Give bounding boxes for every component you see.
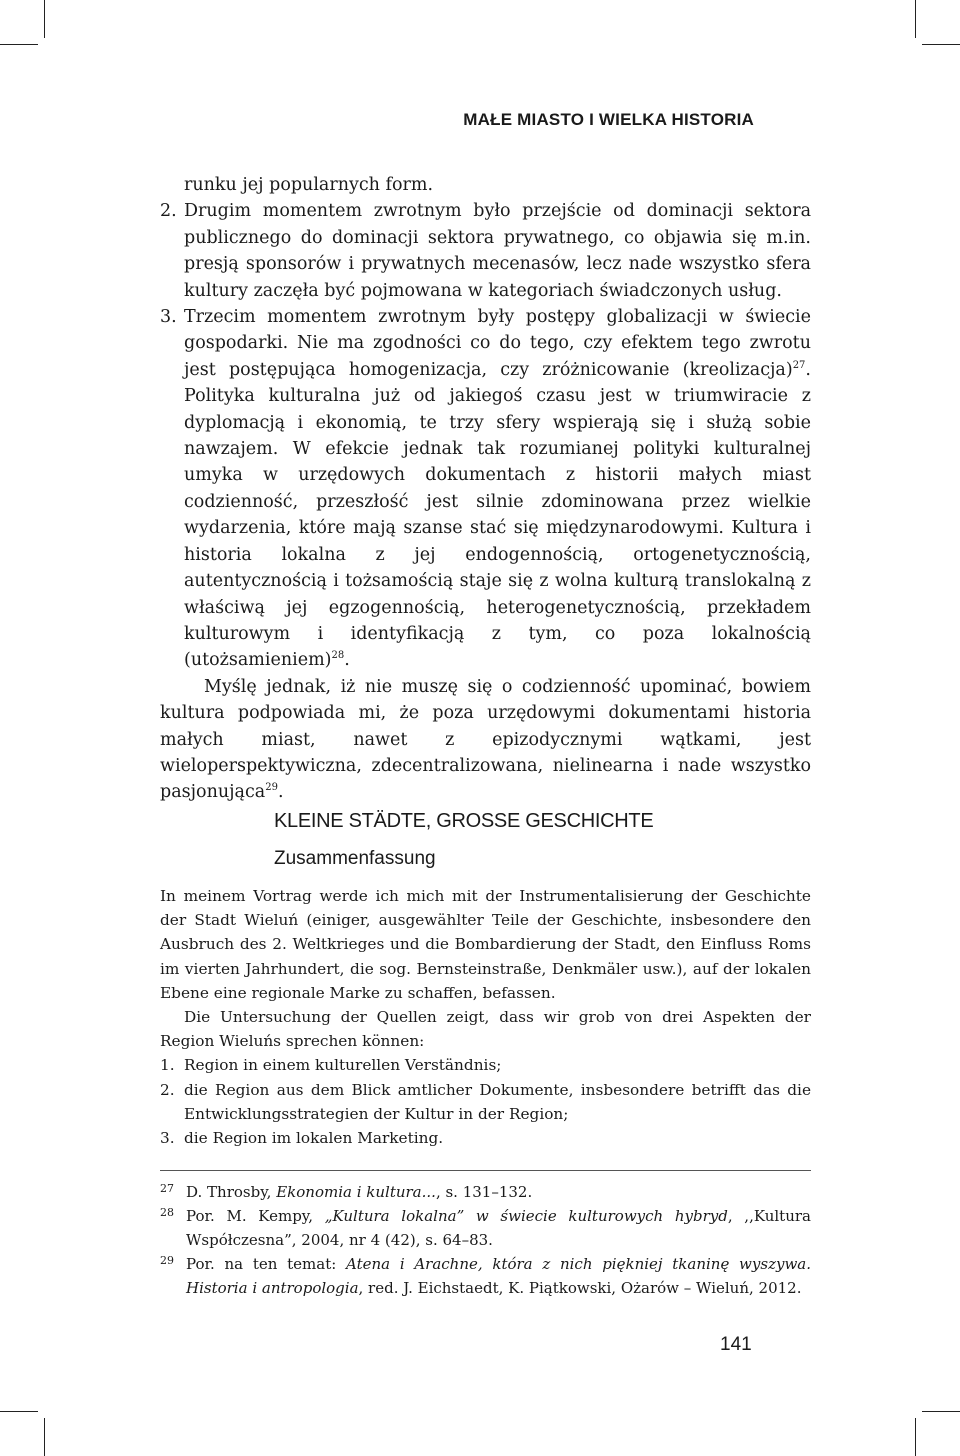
crop-mark: [922, 44, 960, 45]
crop-mark: [44, 1418, 45, 1456]
list-item: [160, 1078, 811, 1126]
paragraph: Myślę jednak, iż nie muszę się o codzienność upominać, bowiem kultura podpowiada mi, że poza urzędowymi dokumentami historia małych miast, nawet z epizodycznymi wątkami, jest wieloperspektywiczna, zdecentralizowana, nielinearna i nade wszystko pasjonująca$^{29}$.: [160, 676, 811, 803]
item-number: 2.: [160, 201, 177, 222]
item-text: die Region aus dem Blick amtlicher Dokumente, insbesondere betrifft das die Entwicklungsstrategien der Kultur in der Region;: [184, 1080, 811, 1123]
summary-subtitle: Zusammenfassung: [274, 848, 436, 869]
list-item: [160, 1126, 811, 1150]
summary-paragraph: In meinem Vortrag werde ich mich mit der Instrumentalisierung der Geschichte der Stadt Wieluń (einiger, ausgewählter Teile der Geschichte, insbesondere den Ausbruch des 2. Weltkrieges und die Bombardierung der Stadt, den Einfluss Roms im vierten Jahrhundert, die sog. Bernsteinstraße, Denkmäler usw.), auf der lokalen Ebene eine regionale Marke zu schaffen, befassen.: [160, 887, 811, 1002]
footnote-divider: [160, 1170, 811, 1171]
item-number: 1.: [160, 1056, 175, 1075]
footnote-ref[interactable]: 27: [792, 360, 806, 372]
continued-line: runku jej popularnych form.: [184, 175, 434, 195]
footnote-ref[interactable]: 29: [265, 782, 278, 794]
item-text: Trzecim momentem zwrotnym były postępy globalizacji w świecie gospodarki. Nie ma zgodności co do tego, czy efektem tego zwrotu jest postępująca homogenizacja, czy zróżnicowanie (kreolizacja)$^{27}$. Polityka kulturalna już od jakiegoś czasu jest w triumwiracie z dyplomacją i ekonomią, te trzy sfery wspierają się i służą sobie nawzajem. W efekcie jednak tak rozumianej polityki kulturalnej umyka w urzędowych dokumentach z historii małych miast codzienność, przeszłość jest silnie zdominowana przez wielkie wydarzenia, które mają szanse stać się międzynarodowymi. Kultura i historia lokalna z jej endogennością, ortogenetycznością, autentycznością i tożsamością staje się z wolna kulturą translokalną z właściwą jej egzogennością, heterogenetycznością, przekładem kulturowym i identyfikacją z tym, co poza lokalnością (utożsamieniem)$^{28}$.: [184, 307, 811, 671]
footnote: [160, 1204, 811, 1252]
main-text: [160, 172, 811, 806]
crop-mark: [915, 1418, 916, 1456]
list-item: [160, 304, 811, 674]
footnote-number: 27: [160, 1182, 174, 1195]
footnote-number: 29: [160, 1254, 174, 1267]
list-item: [160, 1053, 811, 1077]
list-item: [160, 198, 811, 304]
item-text: Drugim momentem zwrotnym było przejście od dominacji sektora publicznego do dominacji sektora prywatnego, co objawia się m.in. presją sponsorów i prywatnych mecenasów, lecz nade wszystko sfera kultury zaczęła być pojmowana w kategoriach świadczonych usług.: [184, 201, 811, 301]
page-number: 141: [720, 1334, 752, 1355]
footnote-text: Por. M. Kempy, „Kultura lokalna” w świecie kulturowych hybryd, ,,Kultura Współczesna”, 2004, nr 4 (42), s. 64–83.: [186, 1207, 811, 1249]
crop-mark: [0, 44, 38, 45]
footnote-text: Por. na ten temat: Atena i Arachne, która z nich piękniej tkaninę wyszywa. Historia i antropologia, red. J. Eichstaedt, K. Piątkowski, Ożarów – Wieluń, 2012.: [186, 1255, 811, 1297]
crop-mark: [915, 0, 916, 38]
footnote-number: 28: [160, 1206, 174, 1219]
crop-mark: [0, 1411, 38, 1412]
footnote-text: D. Throsby, Ekonomia i kultura..., s. 131–132.: [186, 1183, 533, 1201]
footnotes: [160, 1180, 811, 1300]
footnote: [160, 1180, 811, 1204]
running-header: MAŁE MIASTO I WIELKA HISTORIA: [463, 110, 754, 129]
crop-mark: [44, 0, 45, 38]
footnote: [160, 1252, 811, 1300]
item-number: 3.: [160, 1129, 175, 1148]
summary-paragraph: Die Untersuchung der Quellen zeigt, dass wir grob von drei Aspekten der Region Wieluńs sprechen können:: [160, 1008, 811, 1051]
summary-title: KLEINE STÄDTE, GROSSE GESCHICHTE: [274, 810, 654, 832]
footnote-ref[interactable]: 28: [331, 650, 345, 662]
item-text: Region in einem kulturellen Verständnis;: [184, 1056, 502, 1075]
item-text: die Region im lokalen Marketing.: [184, 1129, 444, 1148]
crop-mark: [922, 1411, 960, 1412]
item-number: 2.: [160, 1080, 175, 1099]
item-number: 3.: [160, 307, 177, 328]
summary-text: [160, 884, 811, 1150]
